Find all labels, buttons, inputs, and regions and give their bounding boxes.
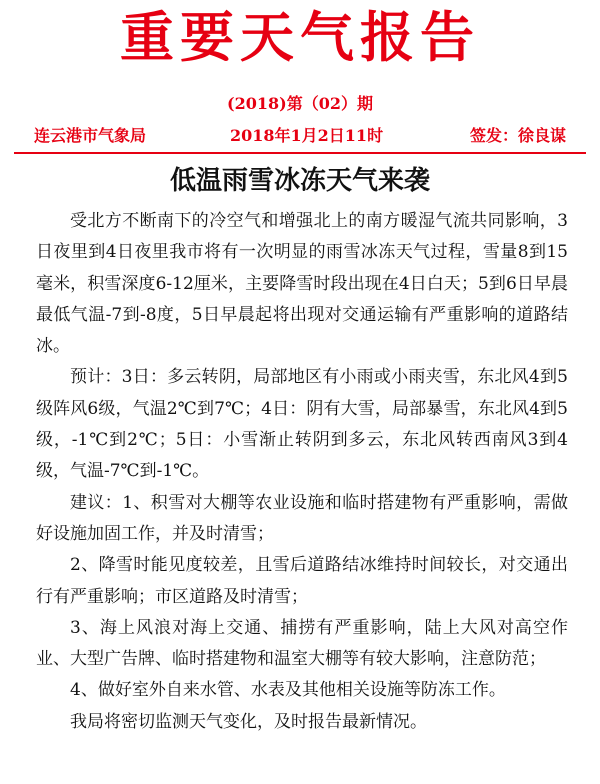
paragraph-impact: 受北方不断南下的冷空气和增强北上的南方暖湿气流共同影响，3日夜里到4日夜里我市将有一次明显的雨雪冰冻天气过程，雪量8到15毫米，积雪深度6-12厘米，主要降雪时段出现在4日白天；5到6日早晨最低气温-7到-8度，5日早晨起将出现对交通运输有严重影响的道路结冰。 bbox=[36, 211, 568, 357]
signer: 签发：徐良谋 bbox=[469, 126, 566, 145]
header-divider bbox=[14, 152, 586, 154]
report-body bbox=[36, 206, 568, 738]
paragraph-forecast: 预计：3日：多云转阴，局部地区有小雨或小雨夹雪，东北风4到5级阵风6级，气温2℃到7℃；4日：阴有大雪，局部暴雪，东北风4到5级，-1℃到2℃；5日：小雪渐止转阴到多云，东北风转西南风3到4级，气温-7℃到-1℃。 bbox=[36, 367, 568, 482]
issue-number: (2018)第（02）期 bbox=[227, 94, 373, 113]
paragraph-advice-2: 2、降雪时能见度较差，且雪后道路结冰维持时间较长，对交通出行有严重影响；市区道路及时清雪； bbox=[36, 555, 568, 607]
issuing-office: 连云港市气象局 bbox=[34, 126, 147, 145]
report-masthead: 重要天气报告 bbox=[120, 6, 480, 69]
issue-datetime: 2018年1月2日11时 bbox=[230, 126, 384, 145]
paragraph-advice-1: 建议：1、积雪对大棚等农业设施和临时搭建物有严重影响，需做好设施加固工作，并及时清雪； bbox=[36, 492, 568, 544]
paragraph-closing: 我局将密切监测天气变化，及时报告最新情况。 bbox=[70, 711, 427, 732]
paragraph-advice-4: 4、做好室外自来水管、水表及其他相关设施等防冻工作。 bbox=[70, 680, 506, 701]
report-title: 低温雨雪冰冻天气来袭 bbox=[169, 166, 430, 196]
paragraph-advice-3: 3、海上风浪对海上交通、捕捞有严重影响，陆上大风对高空作业、大型广告牌、临时搭建物和温室大棚等有较大影响，注意防范； bbox=[36, 617, 568, 670]
report-meta bbox=[34, 126, 566, 146]
